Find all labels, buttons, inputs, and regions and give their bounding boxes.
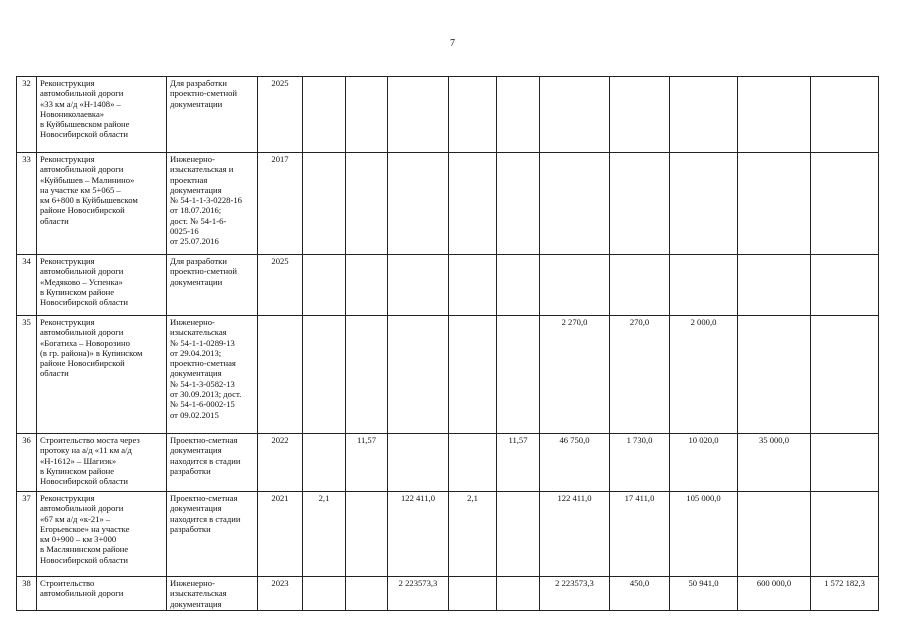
table-cell-c2 <box>346 316 388 434</box>
table-cell-c3 <box>388 316 449 434</box>
table-cell-doc: Инженерно- изыскательская документация <box>167 577 258 611</box>
table-cell-c6: 2 223573,3 <box>540 577 610 611</box>
table-cell-name: Реконструкция автомобильной дороги «Богатиха – Новорозино (в гр. района)» в Купинском районе Новосибирской области <box>37 316 167 434</box>
objects-table <box>16 76 879 611</box>
table-cell-c7 <box>610 255 670 316</box>
table-cell-c9 <box>738 492 811 577</box>
table-cell-c7: 450,0 <box>610 577 670 611</box>
table-cell-name: Реконструкция автомобильной дороги «Куйбышев – Малинино» на участке км 5+065 – км 6+800 в Куйбышевском районе Новосибирской области <box>37 153 167 255</box>
table-cell-c3: 122 411,0 <box>388 492 449 577</box>
table-cell-c2: 11,57 <box>346 434 388 492</box>
table-row <box>17 153 879 255</box>
table-cell-c6 <box>540 255 610 316</box>
table-cell-c4 <box>449 255 497 316</box>
table-cell-c8 <box>670 153 738 255</box>
table-cell-c1 <box>303 255 346 316</box>
table-cell-c5 <box>497 255 540 316</box>
table-cell-num: 32 <box>17 77 37 153</box>
table-cell-name: Реконструкция автомобильной дороги «67 км а/д «к-21» – Егорьевское» на участке км 0+900 – км 3+000 в Маслянинском районе Новосибирской области <box>37 492 167 577</box>
table-cell-c8: 50 941,0 <box>670 577 738 611</box>
table-cell-c3 <box>388 255 449 316</box>
table-cell-c4 <box>449 77 497 153</box>
table-cell-c1 <box>303 316 346 434</box>
table-cell-doc: Для разработки проектно-сметной документации <box>167 255 258 316</box>
table-cell-c8 <box>670 255 738 316</box>
table-row <box>17 316 879 434</box>
table-cell-c4 <box>449 153 497 255</box>
table-cell-c10 <box>811 153 879 255</box>
table-cell-name: Строительство моста через протоку на а/д «11 км а/д «Н-1612» – Шагиэк» в Купинском районе Новосибирской области <box>37 434 167 492</box>
table-cell-c2 <box>346 255 388 316</box>
table-cell-c9 <box>738 153 811 255</box>
table-cell-c5 <box>497 577 540 611</box>
table-cell-year: 2025 <box>258 255 303 316</box>
table-cell-num: 36 <box>17 434 37 492</box>
table-cell-c9: 35 000,0 <box>738 434 811 492</box>
table-cell-c7: 17 411,0 <box>610 492 670 577</box>
table-row <box>17 255 879 316</box>
table-cell-num: 34 <box>17 255 37 316</box>
table-row <box>17 77 879 153</box>
table-row <box>17 577 879 611</box>
table-cell-c5 <box>497 316 540 434</box>
table-cell-c6: 122 411,0 <box>540 492 610 577</box>
table-cell-c10: 1 572 182,3 <box>811 577 879 611</box>
table-cell-year <box>258 316 303 434</box>
table-cell-doc: Для разработки проектно-сметной документации <box>167 77 258 153</box>
table-cell-c2 <box>346 492 388 577</box>
table-cell-c1 <box>303 434 346 492</box>
table-cell-c5 <box>497 153 540 255</box>
table-cell-name: Строительство автомобильной дороги <box>37 577 167 611</box>
table-cell-c4 <box>449 577 497 611</box>
table-cell-c9 <box>738 77 811 153</box>
table-row <box>17 434 879 492</box>
table-cell-c6: 46 750,0 <box>540 434 610 492</box>
table-cell-c10 <box>811 316 879 434</box>
table-cell-c3 <box>388 153 449 255</box>
table-cell-c10 <box>811 434 879 492</box>
table-cell-c5: 11,57 <box>497 434 540 492</box>
table-cell-c4 <box>449 434 497 492</box>
table-cell-doc: Проектно-сметная документация находится в стадии разработки <box>167 434 258 492</box>
table-cell-name: Реконструкция автомобильной дороги «33 км а/д «Н-1408» – Новониколаевка» в Куйбышевском районе Новосибирской области <box>37 77 167 153</box>
table-row <box>17 492 879 577</box>
table-cell-year: 2022 <box>258 434 303 492</box>
table-cell-c7 <box>610 77 670 153</box>
table-cell-c1 <box>303 153 346 255</box>
table-cell-num: 35 <box>17 316 37 434</box>
table-cell-c3 <box>388 434 449 492</box>
table-cell-doc: Инженерно- изыскательская и проектная документация № 54-1-1-3-0228-16 от 18.07.2016; дост. № 54-1-6- 0025-16 от 25.07.2016 <box>167 153 258 255</box>
table-cell-num: 33 <box>17 153 37 255</box>
table-cell-c7: 1 730,0 <box>610 434 670 492</box>
table-cell-c9 <box>738 316 811 434</box>
table-cell-year: 2025 <box>258 77 303 153</box>
table-cell-c8: 10 020,0 <box>670 434 738 492</box>
table-cell-c10 <box>811 255 879 316</box>
table-cell-c9 <box>738 255 811 316</box>
table-cell-c2 <box>346 153 388 255</box>
table-cell-c3: 2 223573,3 <box>388 577 449 611</box>
table-cell-c4: 2,1 <box>449 492 497 577</box>
table-cell-name: Реконструкция автомобильной дороги «Медяково – Успенка» в Купинском районе Новосибирской области <box>37 255 167 316</box>
table-cell-c8: 105 000,0 <box>670 492 738 577</box>
table-cell-year: 2017 <box>258 153 303 255</box>
table-cell-c10 <box>811 77 879 153</box>
table-cell-doc: Инженерно- изыскательская № 54-1-1-0289-13 от 29.04.2013; проектно-сметная документация № 54-1-3-0582-13 от 30.09.2013; дост. № 54-1-6-0002-15 от 09.02.2015 <box>167 316 258 434</box>
table-cell-c2 <box>346 577 388 611</box>
table-cell-c8: 2 000,0 <box>670 316 738 434</box>
table-cell-c6: 2 270,0 <box>540 316 610 434</box>
page-number: 7 <box>450 38 455 49</box>
table-cell-doc: Проектно-сметная документация находится в стадии разработки <box>167 492 258 577</box>
table-cell-c2 <box>346 77 388 153</box>
table-cell-c3 <box>388 77 449 153</box>
table-cell-c4 <box>449 316 497 434</box>
table-cell-c6 <box>540 153 610 255</box>
table-cell-c5 <box>497 77 540 153</box>
table-cell-c8 <box>670 77 738 153</box>
table-cell-c9: 600 000,0 <box>738 577 811 611</box>
table-cell-c10 <box>811 492 879 577</box>
table-cell-c6 <box>540 77 610 153</box>
table-cell-num: 38 <box>17 577 37 611</box>
table-cell-year: 2023 <box>258 577 303 611</box>
table-cell-num: 37 <box>17 492 37 577</box>
table-cell-year: 2021 <box>258 492 303 577</box>
table-cell-c7 <box>610 153 670 255</box>
table-cell-c1 <box>303 577 346 611</box>
table-cell-c5 <box>497 492 540 577</box>
table-cell-c1 <box>303 77 346 153</box>
table-cell-c7: 270,0 <box>610 316 670 434</box>
table-cell-c1: 2,1 <box>303 492 346 577</box>
